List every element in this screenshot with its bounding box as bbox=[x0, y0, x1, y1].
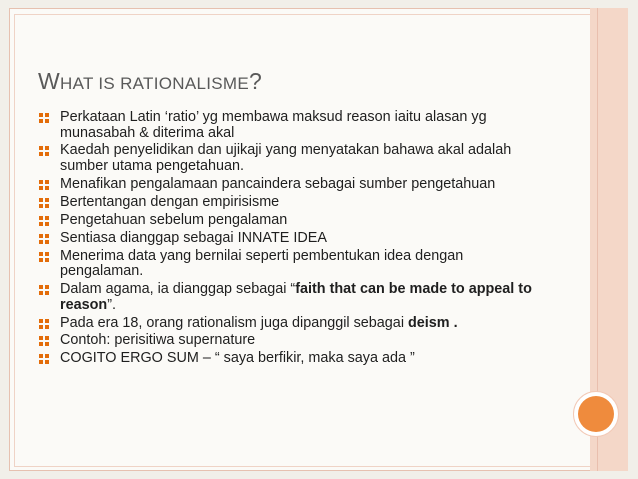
quad-square-bullet-icon bbox=[39, 216, 49, 226]
list-item bbox=[39, 231, 539, 247]
quad-square-bullet-icon bbox=[39, 146, 49, 156]
quad-square-bullet-icon bbox=[39, 354, 49, 364]
list-item-emphasis: deism . bbox=[408, 314, 458, 331]
decorative-orange-circle bbox=[578, 396, 614, 432]
bullet-list bbox=[39, 110, 539, 369]
title-part-1: HAT IS bbox=[60, 74, 121, 93]
list-item-text: Perkataan Latin ‘ratio’ yg membawa maksud reason iaitu alasan yg munasabah & diterima akal bbox=[60, 109, 487, 141]
quad-square-bullet-icon bbox=[39, 113, 49, 123]
list-item bbox=[39, 195, 539, 211]
list-item-text: Pengetahuan sebelum pengalaman bbox=[60, 211, 288, 228]
list-item bbox=[39, 143, 539, 174]
list-item-text: Menafikan pengalamaan pancaindera sebagai sumber pengetahuan bbox=[60, 175, 496, 192]
list-item-text: Contoh: perisitiwa supernature bbox=[60, 332, 256, 349]
quad-square-bullet-icon bbox=[39, 198, 49, 208]
list-item bbox=[39, 110, 539, 141]
title-part-2: RATIONALISME bbox=[120, 74, 249, 93]
list-item-text-end: ”. bbox=[107, 296, 116, 313]
quad-square-bullet-icon bbox=[39, 336, 49, 346]
list-item-text: Dalam agama, ia dianggap sebagai “ bbox=[60, 281, 296, 298]
list-item-text: Pada era 18, orang rationalism juga dipanggil sebagai bbox=[60, 314, 409, 331]
quad-square-bullet-icon bbox=[39, 252, 49, 262]
title-question-mark: ? bbox=[248, 68, 263, 94]
quad-square-bullet-icon bbox=[39, 180, 49, 190]
list-item bbox=[39, 316, 539, 332]
list-item bbox=[39, 213, 539, 229]
list-item-text: Menerima data yang bernilai seperti pembentukan idea dengan pengalaman. bbox=[60, 247, 464, 280]
list-item-text: Kaedah penyelidikan dan ujikaji yang menyatakan bahawa akal adalah sumber utama pengetahuan. bbox=[60, 142, 512, 175]
title-first-letter: W bbox=[38, 68, 61, 94]
quad-square-bullet-icon bbox=[39, 319, 49, 329]
list-item-text: COGITO ERGO SUM – “ saya berfikir, maka saya ada ” bbox=[60, 350, 415, 367]
list-item-text: Bertentangan dengan empirisisme bbox=[60, 193, 280, 210]
quad-square-bullet-icon bbox=[39, 234, 49, 244]
list-item bbox=[39, 177, 539, 193]
list-item bbox=[39, 333, 539, 349]
quad-square-bullet-icon bbox=[39, 285, 49, 295]
slide-title bbox=[38, 68, 262, 95]
list-item bbox=[39, 282, 539, 313]
list-item-emphasis: faith that can be made to appeal to reason bbox=[60, 281, 532, 313]
list-item bbox=[39, 249, 539, 280]
list-item-text: Sentiasa dianggap sebagai INNATE IDEA bbox=[60, 229, 327, 246]
list-item bbox=[39, 351, 539, 367]
